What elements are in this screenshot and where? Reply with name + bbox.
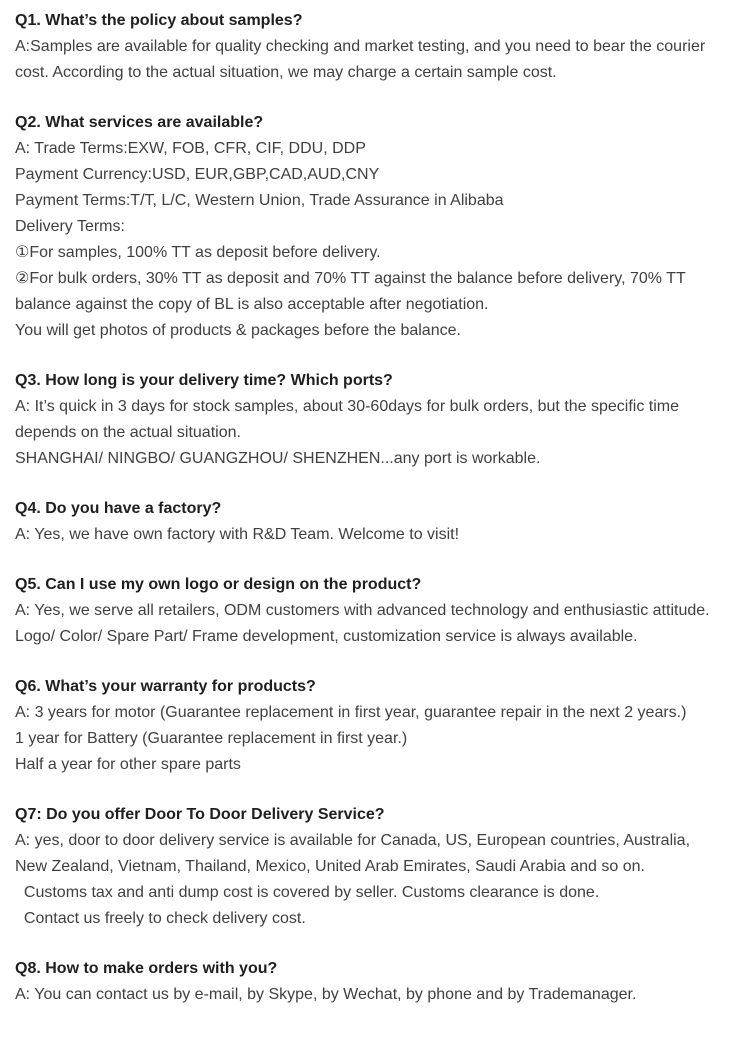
faq-answer-line: Customs tax and anti dump cost is covered by seller. Customs clearance is done. <box>15 884 600 901</box>
faq-item-q2 <box>15 110 722 344</box>
faq-question: Q7: Do you offer Door To Door Delivery Service? <box>15 806 385 823</box>
faq-item-q8 <box>15 956 722 1008</box>
faq-answer-line: SHANGHAI/ NINGBO/ GUANGZHOU/ SHENZHEN...any port is workable. <box>15 450 541 467</box>
faq-question: Q6. What’s your warranty for products? <box>15 678 316 695</box>
faq-answer-line: A:Samples are available for quality checking and market testing, and you need to bear the courier cost. According to the actual situation, we may charge a certain sample cost. <box>15 38 710 81</box>
faq-item-q5 <box>15 572 722 650</box>
faq-item-q6 <box>15 674 722 778</box>
faq-answer-line: A: Trade Terms:EXW, FOB, CFR, CIF, DDU, DDP <box>15 140 366 157</box>
faq-item-q1 <box>15 8 722 86</box>
faq-answer-line: Payment Terms:T/T, L/C, Western Union, Trade Assurance in Alibaba <box>15 192 504 209</box>
faq-question: Q8. How to make orders with you? <box>15 960 278 977</box>
faq-question: Q3. How long is your delivery time? Which ports? <box>15 372 393 389</box>
faq-answer-line: A: yes, door to door delivery service is available for Canada, US, European countries, Australia, New Zealand, Vietnam, Thailand, Mexico, United Arab Emirates, Saudi Arabia and so on. <box>15 832 695 875</box>
faq-answer-line: ①For samples, 100% TT as deposit before delivery. <box>15 244 381 261</box>
faq-answer-line: A: It’s quick in 3 days for stock samples, about 30-60days for bulk orders, but the specific time depends on the actual situation. <box>15 398 684 441</box>
faq-item-q3 <box>15 368 722 472</box>
faq-item-q4 <box>15 496 722 548</box>
faq-answer-line: A: Yes, we have own factory with R&D Team. Welcome to visit! <box>15 526 460 543</box>
faq-answer-line: Logo/ Color/ Spare Part/ Frame development, customization service is always available. <box>15 628 638 645</box>
faq-question: Q2. What services are available? <box>15 114 264 131</box>
faq-answer-line: Contact us freely to check delivery cost. <box>15 910 306 927</box>
faq-question: Q1. What’s the policy about samples? <box>15 12 303 29</box>
faq-item-q7 <box>15 802 722 932</box>
faq-question: Q5. Can I use my own logo or design on the product? <box>15 576 422 593</box>
faq-answer-line: Delivery Terms: <box>15 218 125 235</box>
faq-answer-line: A: 3 years for motor (Guarantee replacement in first year, guarantee repair in the next 2 years.) <box>15 704 687 721</box>
faq-answer-line: A: Yes, we serve all retailers, ODM customers with advanced technology and enthusiastic attitude. <box>15 602 710 619</box>
faq-answer-line: You will get photos of products & packages before the balance. <box>15 322 461 339</box>
faq-answer-line: ②For bulk orders, 30% TT as deposit and 70% TT against the balance before delivery, 70% TT balance against the copy of BL is also acceptable after negotiation. <box>15 270 690 313</box>
faq-answer-line: A: You can contact us by e-mail, by Skype, by Wechat, by phone and by Trademanager. <box>15 986 637 1003</box>
faq-answer-line: 1 year for Battery (Guarantee replacement in first year.) <box>15 730 408 747</box>
faq-answer-line: Half a year for other spare parts <box>15 756 241 773</box>
faq-question: Q4. Do you have a factory? <box>15 500 222 517</box>
faq-answer-line: Payment Currency:USD, EUR,GBP,CAD,AUD,CNY <box>15 166 380 183</box>
